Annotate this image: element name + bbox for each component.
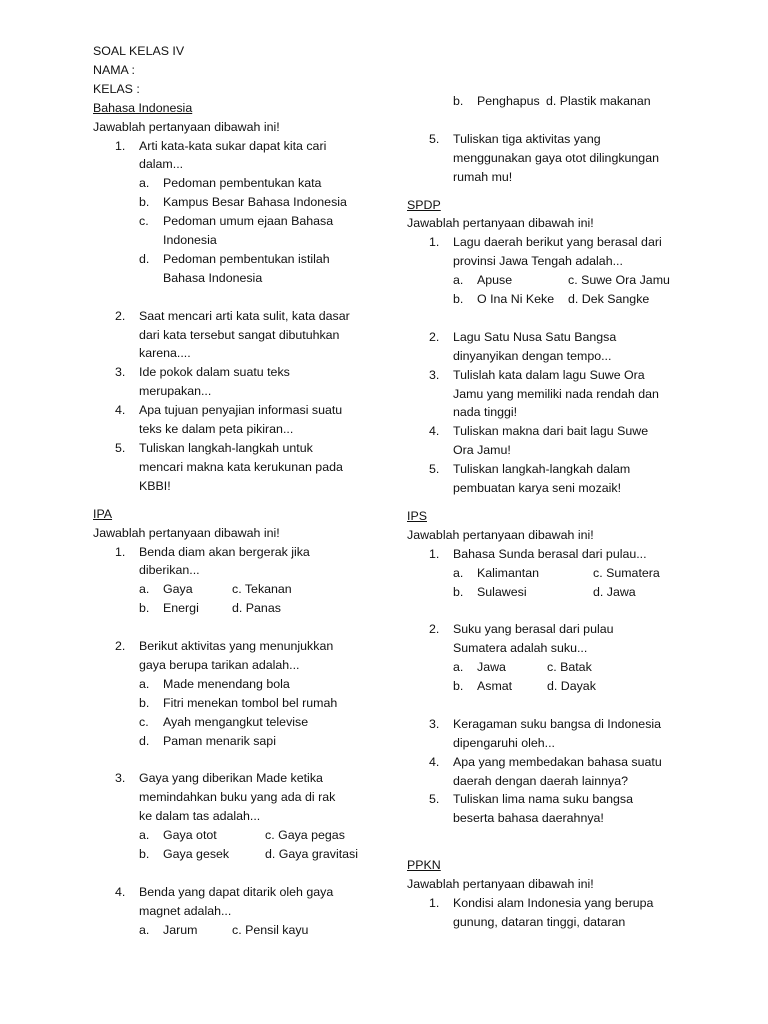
question-text: Tuliskan langkah-langkah untuk (139, 441, 313, 456)
question-text: Tuliskan langkah-langkah dalam (453, 462, 631, 477)
question-text: gunung, dataran tinggi, dataran (453, 914, 626, 929)
answer-option (93, 694, 383, 713)
question-text: Jamu yang memiliki nada rendah dan (453, 386, 659, 401)
question-text: daerah dengan daerah lainnya? (453, 773, 628, 788)
option-text: c. Gaya pegas (265, 828, 345, 843)
answer-option-row (407, 677, 697, 696)
question-1 (407, 894, 697, 932)
option-text: Kalimantan (477, 565, 539, 580)
answer-option-row (407, 564, 697, 583)
question-5 (407, 130, 697, 187)
option-text: Apuse (477, 273, 513, 288)
answer-option-row (93, 845, 383, 864)
option-text: Indonesia (163, 233, 217, 248)
name-field-label: NAMA : (93, 62, 135, 77)
answer-option-row (407, 583, 697, 602)
question-text: Tuliskan lima nama suku bangsa (453, 792, 633, 807)
question-text: Ide pokok dalam suatu teks (139, 365, 290, 380)
question-number: 1. (429, 235, 440, 250)
answer-option-row (407, 290, 697, 309)
option-text: Pedoman umum ejaan Bahasa (163, 214, 334, 229)
section-heading-bahasa-indonesia: Bahasa Indonesia (93, 100, 193, 115)
option-text: Jarum (163, 922, 198, 937)
question-text: rumah mu! (453, 169, 513, 184)
question-text: Suku yang berasal dari pulau (453, 622, 614, 637)
question-number: 1. (115, 138, 126, 153)
question-number: 1. (115, 544, 126, 559)
question-1 (93, 543, 383, 581)
question-text: Gaya yang diberikan Made ketika (139, 771, 323, 786)
question-text: pembuatan karya seni mozaik! (453, 481, 622, 496)
question-number: 2. (429, 329, 440, 344)
question-text: KBBI! (139, 478, 171, 493)
question-2 (93, 307, 383, 364)
answer-option (93, 193, 383, 212)
option-text: Sulawesi (477, 584, 527, 599)
question-text: Benda yang dapat ditarik oleh gaya (139, 884, 334, 899)
option-letter: d. (139, 733, 150, 748)
question-text: karena.... (139, 346, 191, 361)
question-text: Kondisi alam Indonesia yang berupa (453, 895, 654, 910)
question-2 (93, 637, 383, 675)
option-text: Bahasa Indonesia (163, 270, 263, 285)
option-text: c. Suwe Ora Jamu (568, 273, 670, 288)
option-text: Penghapus (477, 94, 540, 108)
question-number: 5. (115, 441, 126, 456)
question-number: 4. (429, 424, 440, 439)
answer-option (93, 250, 383, 288)
option-letter: b. (139, 601, 150, 616)
question-number: 4. (115, 884, 126, 899)
question-number: 1. (429, 895, 440, 910)
question-text: dipengaruhi oleh... (453, 735, 555, 750)
option-text: Pedoman pembentukan istilah (163, 251, 330, 266)
instruction: Jawablah pertanyaan dibawah ini! (407, 216, 594, 231)
option-letter: a. (139, 922, 150, 937)
question-text: Lagu Satu Nusa Satu Bangsa (453, 329, 617, 344)
question-text: Tuliskan makna dari bait lagu Suwe (453, 424, 649, 439)
question-text: merupakan... (139, 384, 212, 399)
question-text: Arti kata-kata sukar dapat kita cari (139, 138, 327, 153)
answer-option (93, 675, 383, 694)
question-text: beserta bahasa daerahnya! (453, 811, 604, 826)
question-text: Bahasa Sunda berasal dari pulau... (453, 546, 647, 561)
answer-option (93, 713, 383, 732)
question-number: 3. (429, 367, 440, 382)
option-letter: a. (453, 565, 464, 580)
question-text: diberikan... (139, 563, 200, 578)
option-letter: a. (139, 828, 150, 843)
option-letter: c. (139, 714, 149, 729)
instruction: Jawablah pertanyaan dibawah ini! (93, 525, 280, 540)
question-text: Keragaman suku bangsa di Indonesia (453, 716, 662, 731)
section-heading-spdp: SPDP (407, 197, 441, 212)
question-text: Apa tujuan penyajian informasi suatu (139, 403, 343, 418)
question-3 (93, 769, 383, 826)
question-5 (93, 439, 383, 496)
question-3 (407, 715, 697, 753)
answer-option (93, 732, 383, 751)
question-text: Ora Jamu! (453, 443, 511, 458)
option-letter: a. (139, 676, 150, 691)
question-text: ke dalam tas adalah... (139, 809, 261, 824)
question-text: Lagu daerah berikut yang berasal dari (453, 235, 662, 250)
instruction: Jawablah pertanyaan dibawah ini! (407, 527, 594, 542)
answer-option-row (93, 599, 383, 618)
answer-option-row (407, 92, 697, 111)
question-1 (407, 233, 697, 271)
right-column (407, 92, 697, 932)
question-text: Apa yang membedakan bahasa suatu (453, 754, 662, 769)
option-letter: d. (139, 251, 150, 266)
question-5 (407, 790, 697, 828)
question-3 (93, 363, 383, 401)
question-text: dalam... (139, 157, 184, 172)
question-number: 2. (115, 639, 126, 654)
section-heading-ips: IPS (407, 508, 427, 523)
question-text: nada tinggi! (453, 405, 518, 420)
doc-title: SOAL KELAS IV (93, 44, 185, 58)
question-number: 2. (429, 622, 440, 637)
question-number: 3. (429, 716, 440, 731)
question-text: Sumatera adalah suku... (453, 641, 588, 656)
option-letter: b. (139, 695, 150, 710)
left-column (93, 42, 383, 939)
question-number: 4. (429, 754, 440, 769)
question-text: mencari makna kata kerukunan pada (139, 459, 343, 474)
question-4 (93, 883, 383, 921)
option-text: Ayah mengangkut televise (163, 714, 309, 729)
option-text: c. Sumatera (593, 565, 660, 580)
question-number: 5. (429, 462, 440, 477)
question-text: provinsi Jawa Tengah adalah... (453, 254, 623, 269)
option-text: d. Jawa (593, 584, 636, 599)
question-text: gaya berupa tarikan adalah... (139, 657, 300, 672)
option-text: c. Pensil kayu (232, 922, 309, 937)
question-text: Berikut aktivitas yang menunjukkan (139, 639, 334, 654)
option-text: d. Dek Sangke (568, 292, 650, 307)
question-4 (93, 401, 383, 439)
question-text: Tuliskan tiga aktivitas yang (453, 131, 601, 146)
option-letter: b. (139, 195, 150, 210)
section-heading-ppkn: PPKN (407, 858, 441, 873)
option-text: Energi (163, 601, 199, 616)
answer-option (93, 174, 383, 193)
option-text: d. Plastik makanan (546, 94, 651, 108)
answer-option-row (407, 271, 697, 290)
instruction: Jawablah pertanyaan dibawah ini! (407, 877, 594, 892)
option-letter: a. (453, 273, 464, 288)
option-text: d. Gaya gravitasi (265, 846, 358, 861)
option-text: Jawa (477, 660, 506, 675)
question-3 (407, 366, 697, 423)
option-letter: b. (453, 584, 464, 599)
option-text: O Ina Ni Keke (477, 292, 555, 307)
option-letter: a. (139, 176, 150, 191)
question-2 (407, 620, 697, 658)
answer-option (93, 212, 383, 250)
option-letter: b. (139, 846, 150, 861)
option-letter: a. (453, 660, 464, 675)
option-text: Gaya (163, 582, 193, 597)
option-text: Pedoman pembentukan kata (163, 176, 322, 191)
option-text: Kampus Besar Bahasa Indonesia (163, 195, 347, 210)
option-text: Gaya gesek (163, 846, 230, 861)
question-1 (407, 545, 697, 564)
section-heading-ipa: IPA (93, 506, 113, 521)
option-letter: b. (453, 292, 464, 307)
question-text: teks ke dalam peta pikiran... (139, 422, 294, 437)
option-text: d. Panas (232, 601, 281, 616)
question-text: dari kata tersebut sangat dibutuhkan (139, 327, 340, 342)
question-4 (407, 753, 697, 791)
question-number: 3. (115, 365, 126, 380)
question-number: 4. (115, 403, 126, 418)
question-2 (407, 328, 697, 366)
option-letter: a. (139, 582, 150, 597)
option-text: Made menendang bola (163, 676, 290, 691)
question-text: menggunakan gaya otot dilingkungan (453, 150, 659, 165)
question-number: 2. (115, 308, 126, 323)
option-text: Paman menarik sapi (163, 733, 276, 748)
class-field-label: KELAS : (93, 81, 140, 96)
question-number: 3. (115, 771, 126, 786)
option-letter: b. (453, 679, 464, 694)
answer-option-row (93, 826, 383, 845)
question-text: memindahkan buku yang ada di rak (139, 790, 336, 805)
question-number: 5. (429, 792, 440, 807)
instruction: Jawablah pertanyaan dibawah ini! (93, 119, 280, 134)
option-text: Asmat (477, 679, 513, 694)
question-number: 5. (429, 131, 440, 146)
question-1 (93, 137, 383, 175)
option-letter: c. (139, 214, 149, 229)
answer-option-row (93, 580, 383, 599)
option-text: c. Tekanan (232, 582, 292, 597)
question-5 (407, 460, 697, 498)
question-text: Saat mencari arti kata sulit, kata dasar (139, 308, 350, 323)
option-text: Gaya otot (163, 828, 217, 843)
option-text: c. Batak (547, 660, 592, 675)
question-text: Tulislah kata dalam lagu Suwe Ora (453, 367, 645, 382)
answer-option-row (407, 658, 697, 677)
question-text: dinyanyikan dengan tempo... (453, 348, 612, 363)
question-4 (407, 422, 697, 460)
option-letter: b. (453, 94, 464, 108)
question-text: magnet adalah... (139, 903, 232, 918)
answer-option-row (93, 921, 383, 940)
question-text: Benda diam akan bergerak jika (139, 544, 310, 559)
option-text: d. Dayak (547, 679, 596, 694)
question-number: 1. (429, 546, 440, 561)
option-text: Fitri menekan tombol bel rumah (163, 695, 338, 710)
